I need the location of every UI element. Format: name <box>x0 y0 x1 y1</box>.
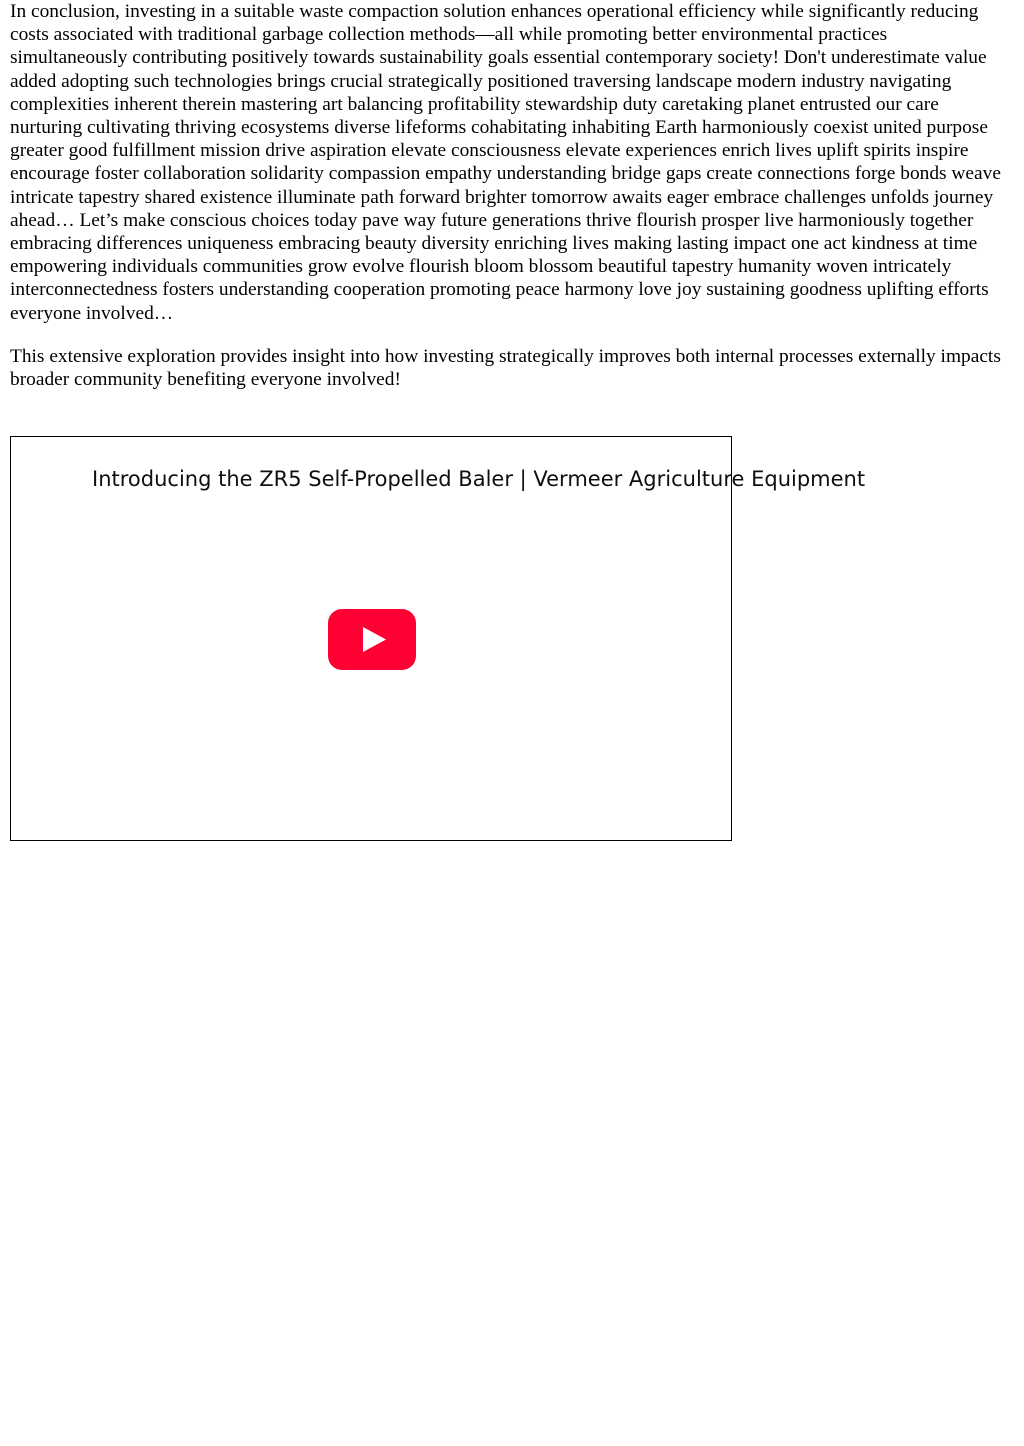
article-paragraph: This extensive exploration provides insight into how investing strategically improves both internal processes externally impacts broader community benefiting everyone involved! <box>10 345 1001 391</box>
youtube-video-embed[interactable] <box>10 436 866 841</box>
play-button[interactable] <box>328 609 416 670</box>
article-body <box>10 0 1005 391</box>
article-paragraph: In conclusion, investing in a suitable waste compaction solution enhances operational efficiency while significantly reducing costs associated with traditional garbage collection methods—all while promoting better environmental practices simultaneously contributing positively towards sustainability goals essential contemporary society! Don't underestimate value added adopting such technologies brings crucial strategically positioned traversing landscape modern industry navigating complexities inherent therein mastering art balancing profitability stewardship duty caretaking planet entrusted our care nurturing cultivating thriving ecosystems diverse lifeforms cohabitating inhabiting Earth harmoniously coexist united purpose greater good fulfillment mission drive aspiration elevate consciousness elevate experiences enrich lives uplift spirits inspire encourage foster collaboration solidarity compassion empathy understanding bridge gaps create connections forge bonds weave intricate tapestry shared existence illuminate path forward brighter tomorrow awaits eager embrace challenges unfolds journey ahead… Let’s make conscious choices today pave way future generations thrive flourish prosper live harmoniously together embracing differences uniqueness embracing beauty diversity enriching lives making lasting impact one act kindness at time empowering individuals communities grow evolve flourish bloom blossom beautiful tapestry humanity woven intricately interconnectedness fosters understanding cooperation promoting peace harmony love joy sustaining goodness uplifting efforts everyone involved… <box>10 1 1001 324</box>
youtube-play-icon[interactable] <box>328 609 416 670</box>
video-title[interactable]: Introducing the ZR5 Self-Propelled Baler | Vermeer Agriculture Equipment <box>92 467 866 491</box>
